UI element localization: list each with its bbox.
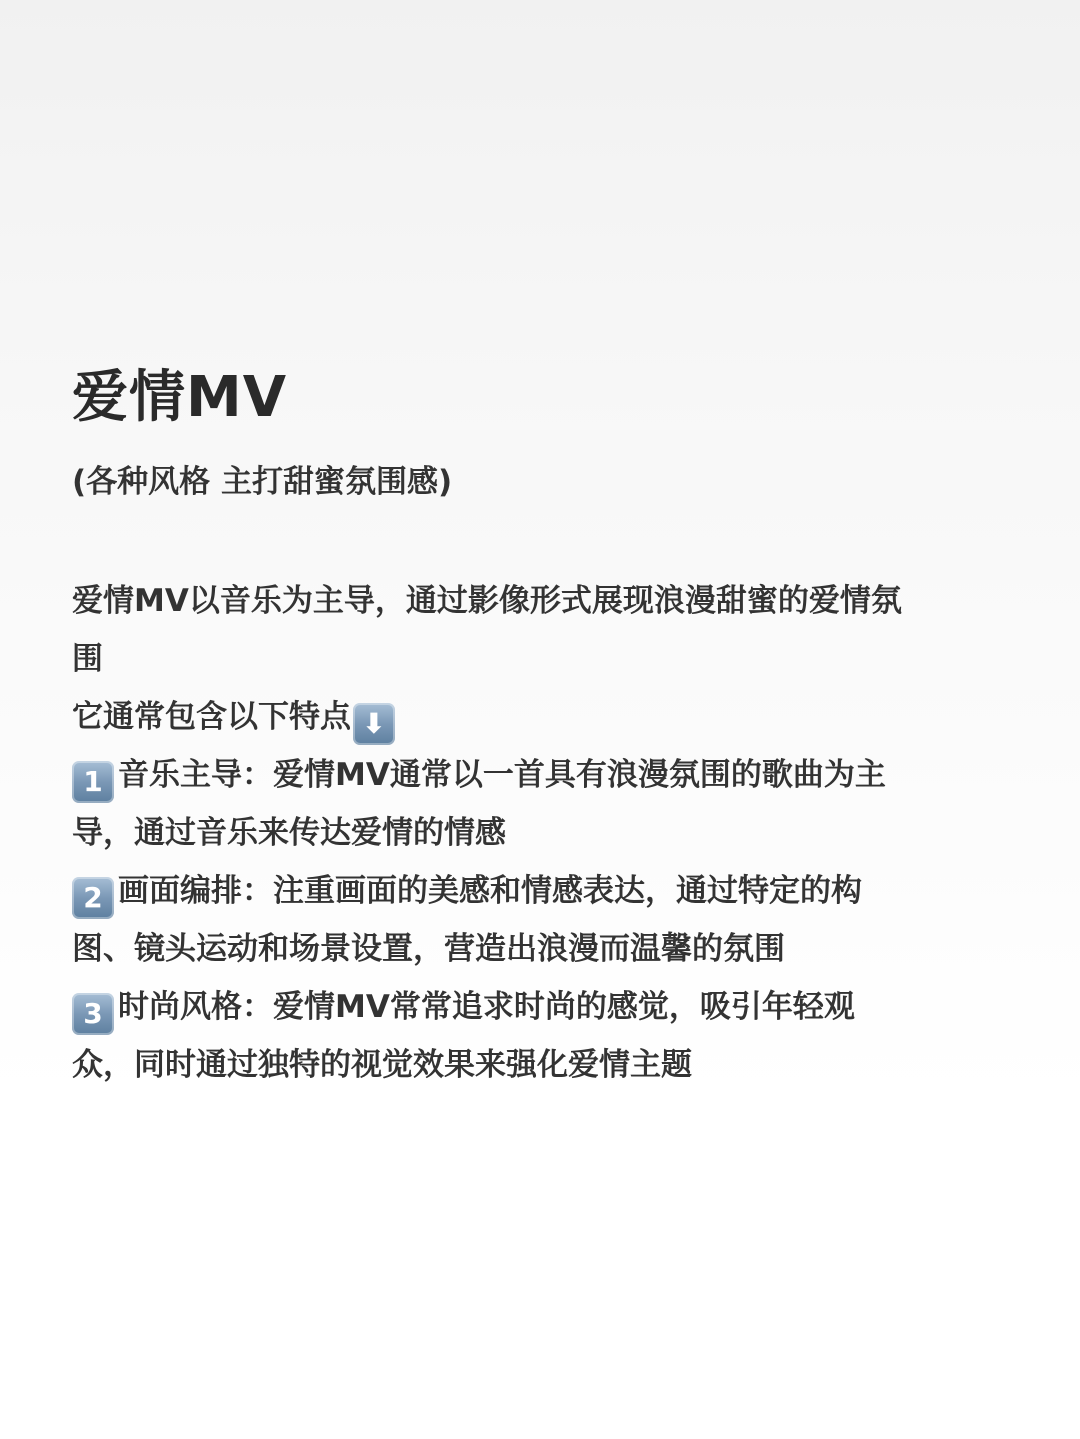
- page-title: 爱情MV: [72, 365, 288, 430]
- point-3-line-2: 众，同时通过独特的视觉效果来强化爱情主题: [72, 1047, 692, 1083]
- point-1-text: 音乐主导：爱情MV通常以一首具有浪漫氛围的歌曲为主: [118, 757, 886, 793]
- intro-line-3-text: 它通常包含以下特点: [72, 699, 351, 735]
- intro-line-1: 爱情MV以音乐为主导，通过影像形式展现浪漫甜蜜的爱情氛: [72, 583, 902, 619]
- body-text: [72, 572, 1022, 1094]
- keycap-three-icon: 3: [72, 993, 114, 1035]
- point-2-line-2: 图、镜头运动和场景设置，营造出浪漫而温馨的氛围: [72, 931, 785, 967]
- point-3-text: 时尚风格：爱情MV常常追求时尚的感觉，吸引年轻观: [118, 989, 855, 1025]
- keycap-one-icon: 1: [72, 761, 114, 803]
- intro-line-3: [72, 688, 1022, 746]
- point-3-line-1: [72, 978, 1022, 1036]
- point-1-line-1: [72, 746, 1022, 804]
- keycap-two-icon: 2: [72, 877, 114, 919]
- down-arrow-icon: ⬇: [353, 703, 395, 745]
- point-2-line-1: [72, 862, 1022, 920]
- point-2-text: 画面编排：注重画面的美感和情感表达，通过特定的构: [118, 873, 862, 909]
- intro-line-2: 围: [72, 641, 103, 677]
- page-subtitle: (各种风格 主打甜蜜氛围感): [72, 464, 453, 500]
- point-1-line-2: 导，通过音乐来传达爱情的情感: [72, 815, 506, 851]
- document-content: [72, 360, 1022, 1094]
